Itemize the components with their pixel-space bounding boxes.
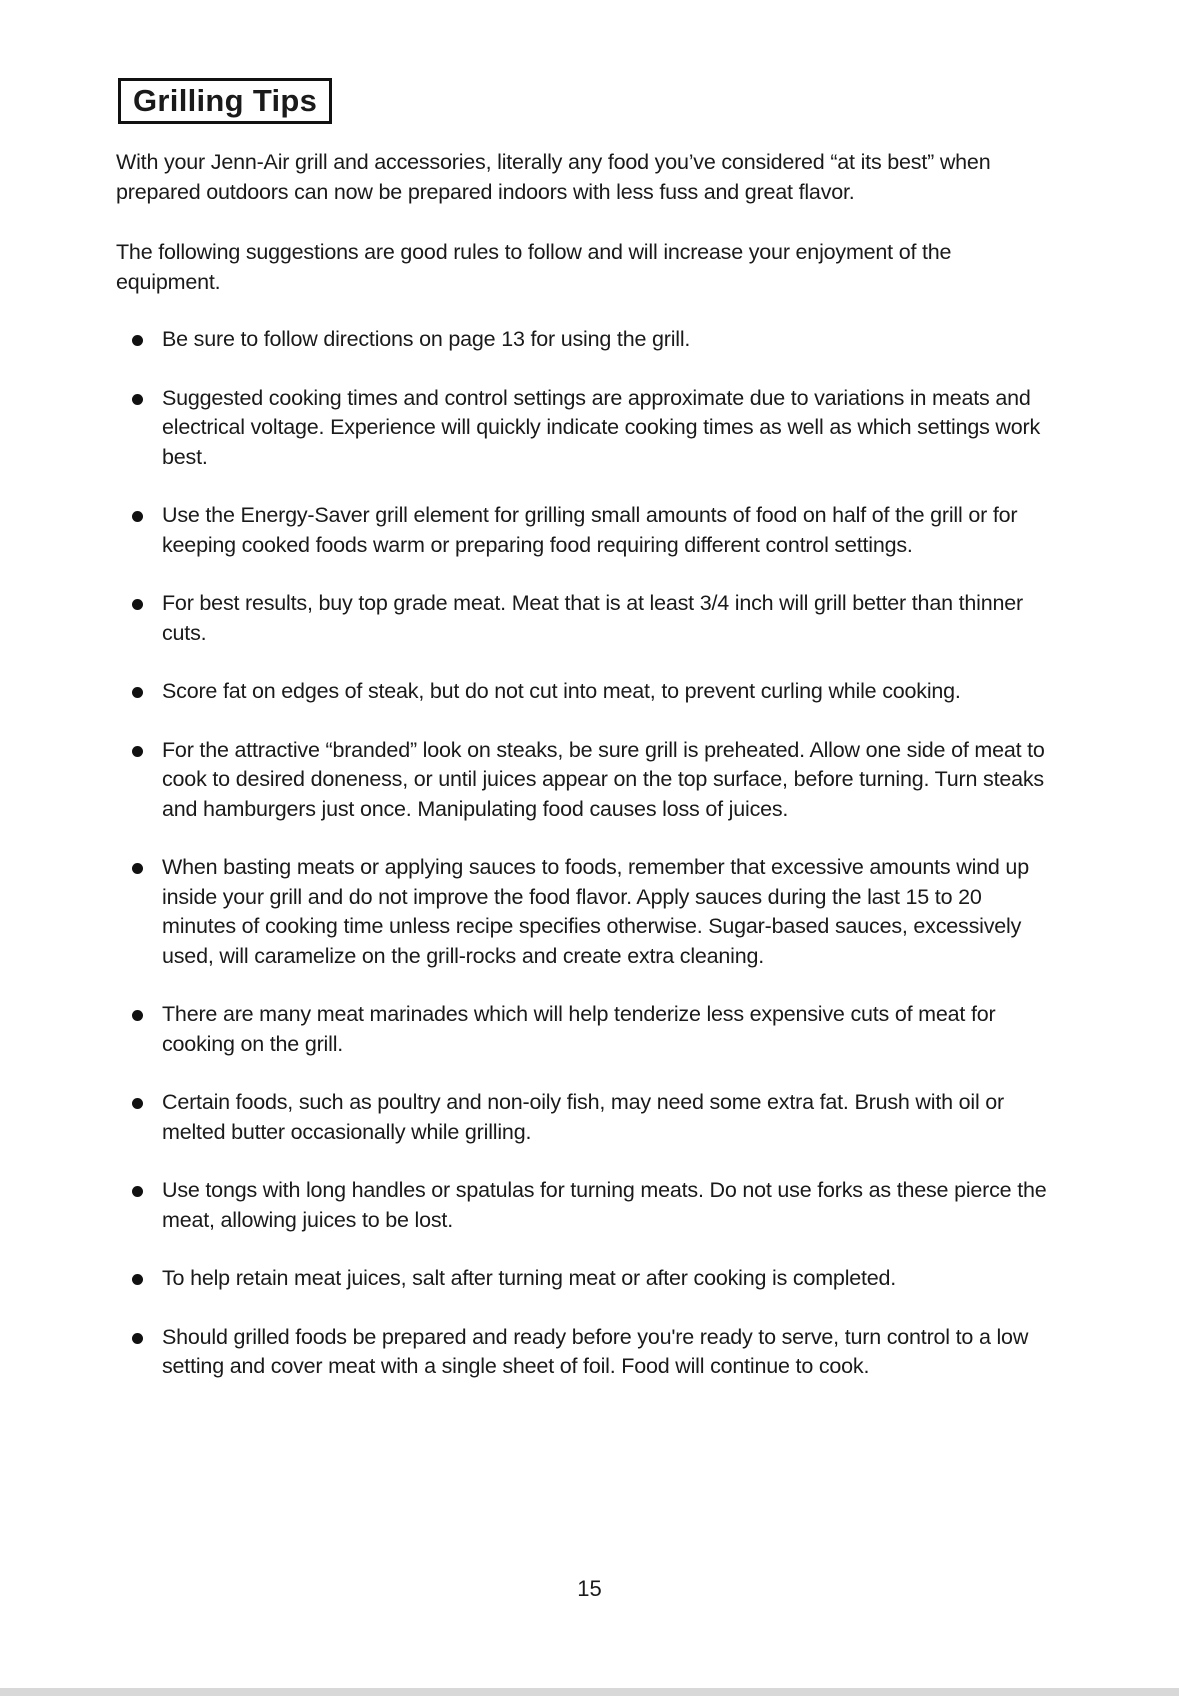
tip-item	[116, 1323, 1056, 1382]
tip-text: When basting meats or applying sauces to foods, remember that excessive amounts wind up inside your grill and do not improve the food flavor. Apply sauces during the last 15 to 20 minutes of cooking time unless recipe specifies otherwise. Sugar-based sauces, excessively used, will caramelize on the grill-rocks and create extra cleaning.	[162, 855, 1029, 968]
tip-text: Use tongs with long handles or spatulas for turning meats. Do not use forks as these pierce the meat, allowing juices to be lost.	[162, 1178, 1047, 1232]
tip-text: There are many meat marinades which will help tenderize less expensive cuts of meat for cooking on the grill.	[162, 1002, 996, 1056]
tip-item	[116, 1000, 1056, 1059]
tip-text: For best results, buy top grade meat. Meat that is at least 3/4 inch will grill better than thinner cuts.	[162, 591, 1023, 645]
tip-text: Should grilled foods be prepared and ready before you're ready to serve, turn control to a low setting and cover meat with a single sheet of foil. Food will continue to cook.	[162, 1324, 1029, 1378]
scan-edge-divider	[0, 1688, 1179, 1696]
tip-item	[116, 1088, 1056, 1147]
tip-text: For the attractive “branded” look on steaks, be sure grill is preheated. Allow one side of meat to cook to desired doneness, or until juices appear on the top surface, before turning. Turn steaks and hamburgers just once. Manipulating food causes loss of juices.	[162, 737, 1045, 821]
tip-item	[116, 736, 1056, 825]
bullet-icon	[132, 335, 143, 346]
tip-item	[116, 1264, 1056, 1294]
bullet-icon	[132, 599, 143, 610]
bullet-icon	[132, 1333, 143, 1344]
tip-item	[116, 1176, 1056, 1235]
tip-text: Be sure to follow directions on page 13 for using the grill.	[162, 327, 691, 351]
bullet-icon	[132, 511, 143, 522]
tip-item	[116, 677, 1056, 707]
tip-item	[116, 384, 1056, 473]
bullet-icon	[132, 687, 143, 698]
tip-text: Certain foods, such as poultry and non-oily fish, may need some extra fat. Brush with oil or melted butter occasionally while grilling.	[162, 1090, 1005, 1144]
intro-paragraph: With your Jenn-Air grill and accessories, literally any food you’ve considered “at its best” when prepared outdoors can now be prepared indoors with less fuss and great flavor.	[116, 150, 991, 204]
bullet-icon	[132, 394, 143, 405]
bullet-icon	[132, 1274, 143, 1285]
tip-text: To help retain meat juices, salt after turning meat or after cooking is completed.	[162, 1266, 897, 1290]
intro-paragraph: The following suggestions are good rules to follow and will increase your enjoyment of the equipment.	[116, 240, 952, 294]
bullet-icon	[132, 1010, 143, 1021]
bullet-icon	[132, 746, 143, 757]
tip-text: Use the Energy-Saver grill element for grilling small amounts of food on half of the grill or for keeping cooked foods warm or preparing food requiring different control settings.	[162, 503, 1018, 557]
bullet-icon	[132, 863, 143, 874]
bullet-icon	[132, 1098, 143, 1109]
tip-item	[116, 501, 1056, 560]
tip-item	[116, 589, 1056, 648]
tip-text: Score fat on edges of steak, but do not cut into meat, to prevent curling while cooking.	[162, 679, 961, 703]
tip-item	[116, 853, 1056, 971]
page-number: 15	[577, 1576, 602, 1601]
tip-text: Suggested cooking times and control settings are approximate due to variations in meats and electrical voltage. Experience will quickly indicate cooking times as well as which settings work best.	[162, 385, 1041, 469]
tips-list	[116, 325, 1056, 1411]
page-title: Grilling Tips	[118, 78, 332, 124]
bullet-icon	[132, 1186, 143, 1197]
tip-item	[116, 325, 1056, 355]
